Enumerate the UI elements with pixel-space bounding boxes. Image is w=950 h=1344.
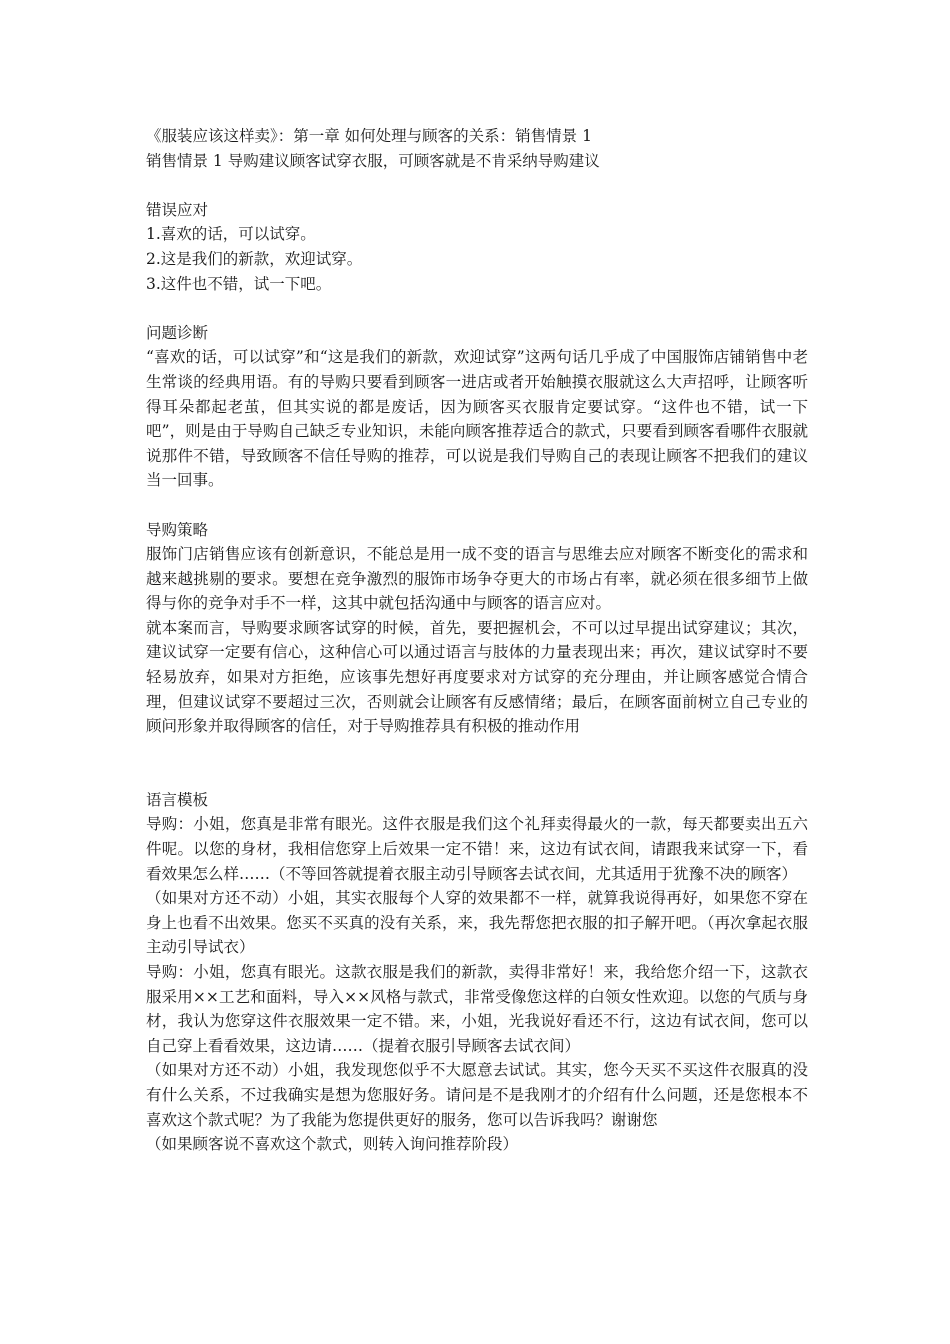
wrong-item-1: 1.喜欢的话，可以试穿。 xyxy=(146,225,316,244)
diagnosis-paragraph: “喜欢的话，可以试穿”和“这是我们的新款，欢迎试穿”这两句话几乎成了中国服饰店铺销售中老生常谈的经典用语。有的导购只要看到顾客一进店或者开始触摸衣服就这么大声招呼，让顾客听得耳朵都起老茧，但其实说的都是废话，因为顾客买衣服肯定要试穿。“这件也不错，试一下吧”，则是由于导购自己缺乏专业知识，未能向顾客推荐适合的款式，只要看到顾客看哪件衣服就说那件不错，导致顾客不信任导购的推荐，可以说是我们导购自己的表现让顾客不把我们的建议当一回事。 xyxy=(146,348,808,490)
spacer xyxy=(146,296,808,321)
wrong-item-2: 2.这是我们的新款，欢迎试穿。 xyxy=(146,249,363,268)
strategy-paragraph-1: 服饰门店销售应该有创新意识，不能总是用一成不变的语言与思维去应对顾客不断变化的需求和越来越挑剔的要求。要想在竞争激烈的服饰市场争夺更大的市场占有率，就必须在很多细节上做得与你的竞争对手不一样，这其中就包括沟通中与顾客的语言应对。 xyxy=(146,545,808,613)
section-heading-template: 语言模板 xyxy=(146,790,209,809)
spacer xyxy=(146,173,808,198)
document-page xyxy=(146,124,808,1157)
spacer xyxy=(146,739,808,788)
section-heading-wrong: 错误应对 xyxy=(146,200,209,219)
template-paragraph-5: （如果顾客说不喜欢这个款式，则转入询问推荐阶段） xyxy=(146,1135,519,1154)
template-paragraph-1: 导购：小姐，您真是非常有眼光。这件衣服是我们这个礼拜卖得最火的一款，每天都要卖出五六件呢。以您的身材，我相信您穿上后效果一定不错！来，这边有试衣间，请跟我来试穿一下，看看效果怎么样……（不等回答就提着衣服主动引导顾客去试衣间，尤其适用于犹豫不决的顾客） xyxy=(146,815,808,883)
document-title: 《服装应该这样卖》：第一章 如何处理与顾客的关系：销售情景 1 xyxy=(146,127,592,145)
strategy-paragraph-2: 就本案而言，导购要求顾客试穿的时候，首先，要把握机会，不可以过早提出试穿建议；其次，建议试穿一定要有信心，这种信心可以通过语言与肢体的力量表现出来；再次，建议试穿时不要轻易放弃，如果对方拒绝，应该事先想好再度要求对方试穿的充分理由，并让顾客感觉合情合理，但建议试穿不要超过三次，否则就会让顾客有反感情绪；最后，在顾客面前树立自己专业的顾问形象并取得顾客的信任，对于导购推荐具有积极的推动作用 xyxy=(146,618,808,736)
template-paragraph-4: （如果对方还不动）小姐，我发现您似乎不大愿意去试试。其实，您今天买不买这件衣服真的没有什么关系，不过我确实是想为您服好务。请问是不是我刚才的介绍有什么问题，还是您根本不喜欢这个款式呢？为了我能为您提供更好的服务，您可以告诉我吗？谢谢您 xyxy=(146,1061,808,1129)
document-subtitle: 销售情景 1 导购建议顾客试穿衣服，可顾客就是不肯采纳导购建议 xyxy=(146,151,600,170)
wrong-item-3: 3.这件也不错，试一下吧。 xyxy=(146,274,332,293)
spacer xyxy=(146,493,808,518)
section-heading-strategy: 导购策略 xyxy=(146,520,209,539)
template-paragraph-3: 导购：小姐，您真有眼光。这款衣服是我们的新款，卖得非常好！来，我给您介绍一下，这款衣服采用××工艺和面料，导入××风格与款式，非常受像您这样的白领女性欢迎。以您的气质与身材，我认为您穿这件衣服效果一定不错。来，小姐，光我说好看还不行，这边有试衣间，您可以自己穿上看看效果，这边请……（提着衣服引导顾客去试衣间） xyxy=(146,963,808,1055)
section-heading-diagnosis: 问题诊断 xyxy=(146,323,209,342)
template-paragraph-2: （如果对方还不动）小姐，其实衣服每个人穿的效果都不一样，就算我说得再好，如果您不穿在身上也看不出效果。您买不买真的没有关系，来，我先帮您把衣服的扣子解开吧。（再次拿起衣服主动引导试衣） xyxy=(146,889,808,957)
